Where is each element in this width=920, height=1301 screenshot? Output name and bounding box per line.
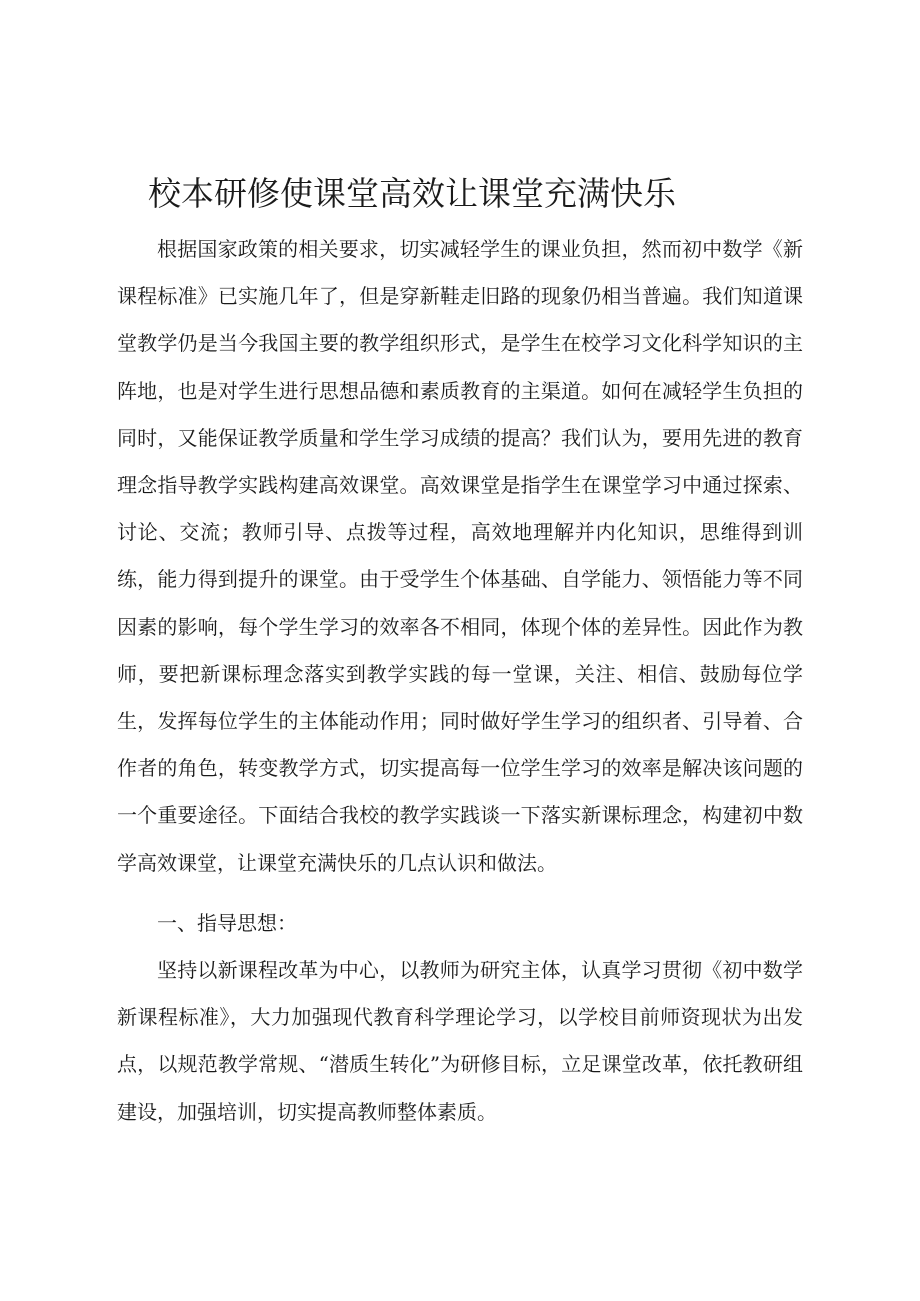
intro-paragraph: 根据国家政策的相关要求，切实减轻学生的课业负担，然而初中数学《新课程标准》已实施几年了，但是穿新鞋走旧路的现象仍相当普遍。我们知道课堂教学仍是当今我国主要的教学组织形式，是学生在校学习文化科学知识的主阵地，也是对学生进行思想品德和素质教育的主渠道。如何在减轻学生负担的同时，又能保证教学质量和学生学习成绩的提高？我们认为，要用先进的教育理念指导教学实践构建高效课堂。高效课堂是指学生在课堂学习中通过探索、讨论、交流；教师引导、点拨等过程，高效地理解并内化知识，思维得到训练，能力得到提升的课堂。由于受学生个体基础、自学能力、领悟能力等不同因素的影响，每个学生学习的效率各不相同，体现个体的差异性。因此作为教师，要把新课标理念落实到教学实践的每一堂课，关注、相信、鼓励每位学生，发挥每位学生的主体能动作用；同时做好学生学习的组织者、引导着、合作者的角色，转变教学方式，切实提高每一位学生学习的效率是解决该问题的一个重要途径。下面结合我校的教学实践谈一下落实新课标理念，构建初中数学高效课堂，让课堂充满快乐的几点认识和做法。	[117, 237, 803, 875]
section-heading-guiding-ideology: 一、指导思想：	[157, 911, 297, 935]
section-paragraph-guiding-ideology: 坚持以新课程改革为中心，以教师为研究主体，认真学习贯彻《初中数学新课程标准》，大力加强现代教育科学理论学习，以学校目前师资现状为出发点，以规范教学常规、“潜质生转化”为研修目标，立足课堂改革，依托教研组建设，加强培训，切实提高教师整体素质。	[117, 958, 803, 1124]
document-title: 校本研修使课堂高效让课堂充满快乐	[148, 174, 676, 213]
